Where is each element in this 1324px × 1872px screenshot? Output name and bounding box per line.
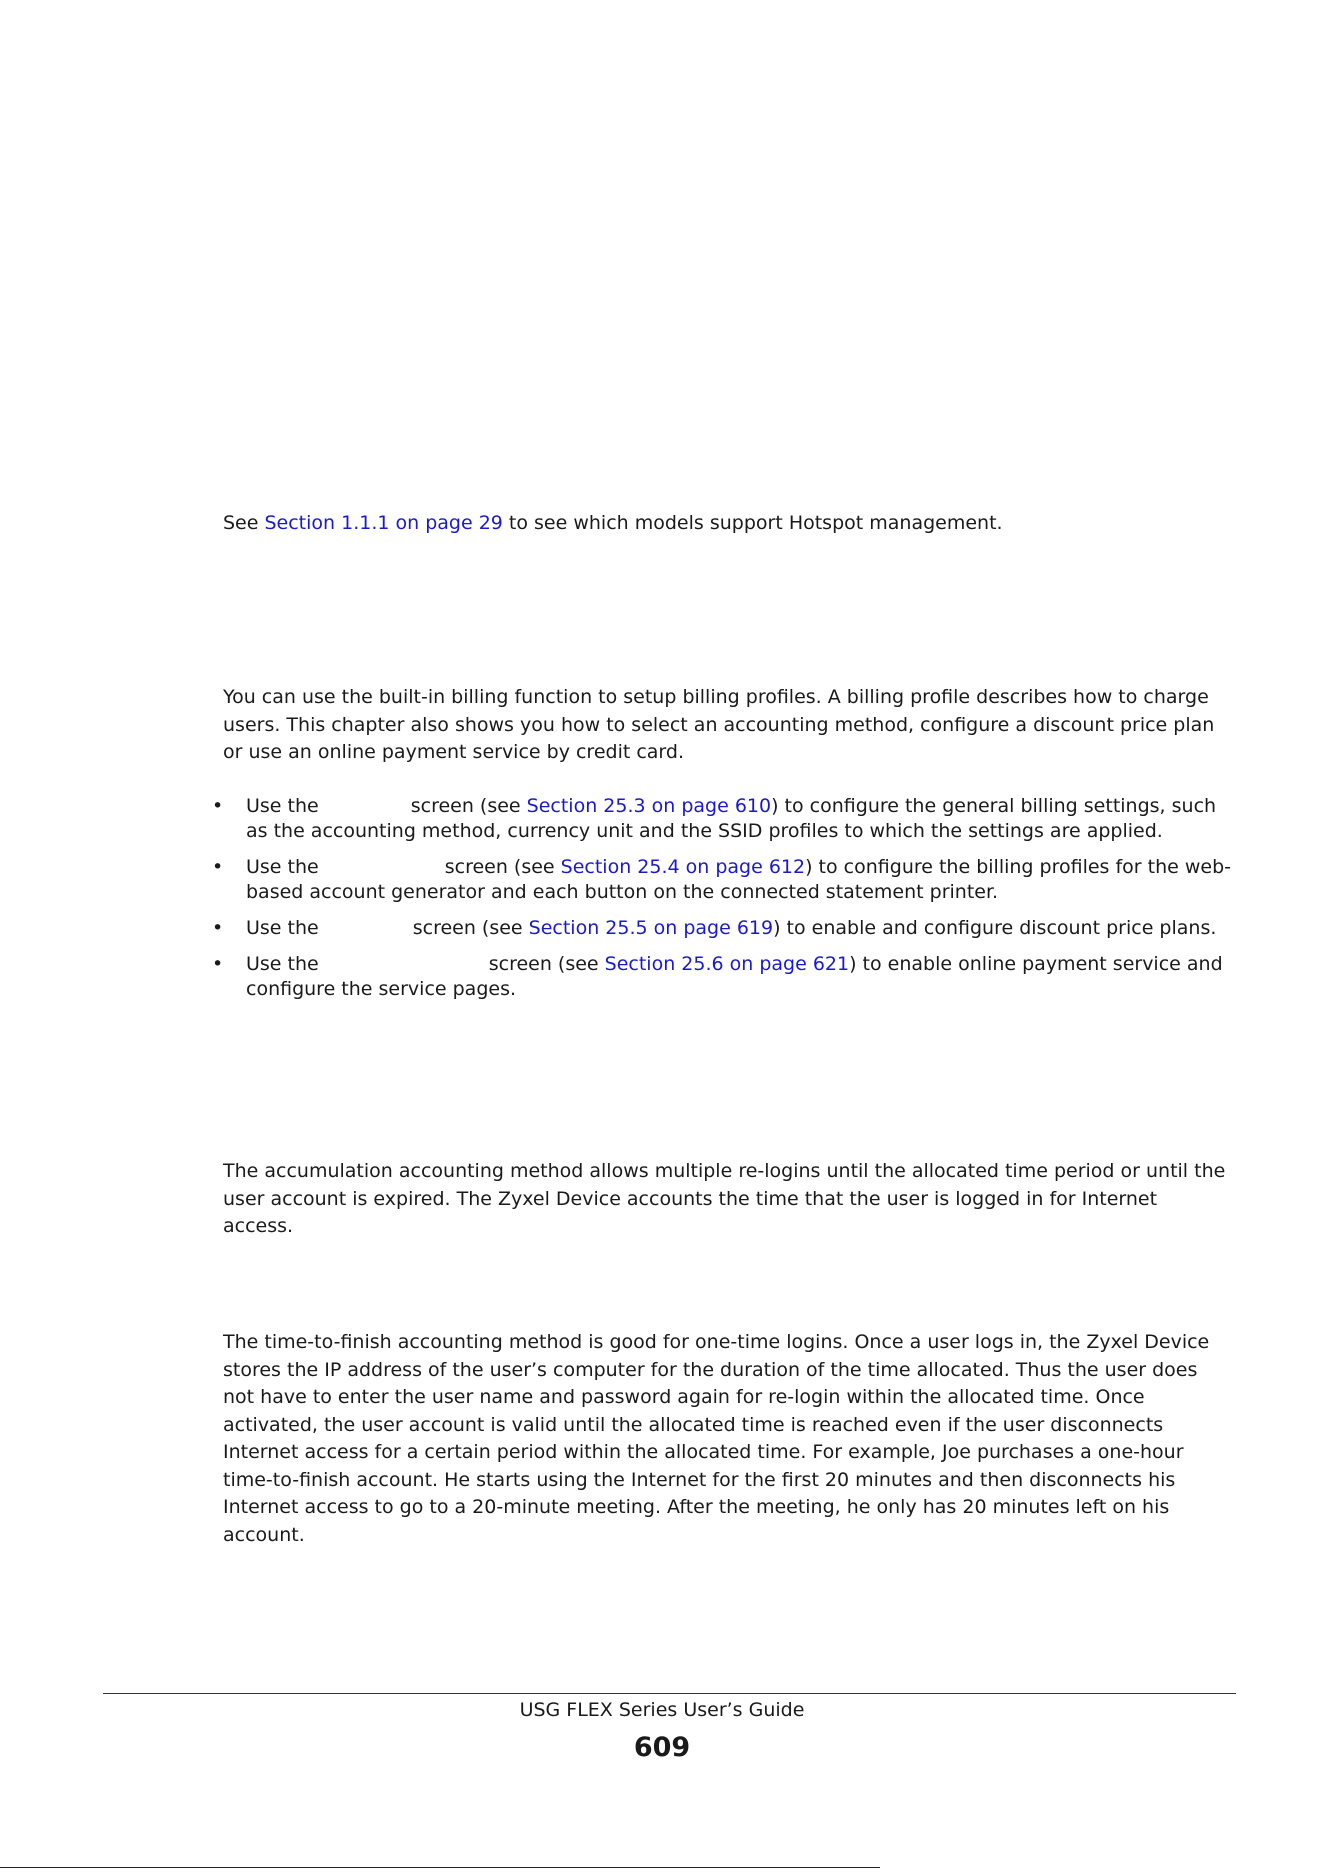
screen-list [210,794,1240,1013]
overview-paragraph: You can use the built-in billing function to setup billing profiles. A billing profile describes how to charge users. This chapter also shows you how to select an accounting method, configure a discount price plan or use an online payment service by credit card. [223,686,1215,763]
bullet-marker: • [212,856,224,878]
list-item [210,794,1240,844]
list-item-prefix: Use the [246,795,319,817]
list-item [210,952,1240,1002]
list-item-prefix: Use the [246,917,319,939]
list-item-section-link[interactable]: Section 25.5 on page 619 [528,917,774,939]
intro-section-link[interactable]: Section 1.1.1 on page 29 [264,512,503,534]
bottom-divider [0,1867,880,1868]
list-item-section-link[interactable]: Section 25.3 on page 610 [526,795,772,817]
accumulation-paragraph: The accumulation accounting method allows multiple re-logins until the allocated time period or until the user account is expired. The Zyxel Device accounts the time that the user is logged in for Internet access. [223,1160,1226,1237]
list-item-screen: screen (see [488,953,605,975]
list-item-suffix: ) to configure the billing profiles for the web-based account generator and each button on the connected statement printer. [246,856,1232,903]
footer-divider [103,1693,1236,1694]
time-to-finish-paragraph: The time-to-finish accounting method is good for one-time logins. Once a user logs in, the Zyxel Device stores the IP address of the user’s computer for the duration of the time allocated. Thus the user does not have to enter the user name and password again for re-login within the allocated time. Once activated, the user account is valid until the allocated time is reached even if the user disconnects Internet access for a certain period within the allocated time. For example, Joe purchases a one-hour time-to-finish account. He starts using the Internet for the first 20 minutes and then disconnects his Internet access to go to a 20-minute meeting. After the meeting, he only has 20 minutes left on his account. [223,1331,1210,1546]
list-item-suffix: ) to enable and configure discount price plans. [773,917,1217,939]
list-item-screen: screen (see [444,856,561,878]
list-item-section-link[interactable]: Section 25.4 on page 612 [560,856,806,878]
footer-title: USG FLEX Series User’s Guide [519,1699,805,1721]
bullet-marker: • [212,953,224,975]
bullet-marker: • [212,917,224,939]
list-item-suffix: ) to enable online payment service and configure the service pages. [246,953,1223,1000]
list-item-prefix: Use the [246,856,319,878]
intro-prefix: See [223,512,265,534]
page-number: 609 [633,1732,691,1763]
list-item-screen: screen (see [412,917,529,939]
list-item [210,916,1240,941]
list-item-suffix: ) to configure the general billing settings, such as the accounting method, currency unit and the SSID profiles to which the settings are applied. [246,795,1217,842]
list-item-prefix: Use the [246,953,319,975]
bullet-marker: • [212,795,224,817]
intro-paragraph [223,510,1233,538]
list-item-screen: screen (see [410,795,527,817]
intro-suffix: to see which models support Hotspot management. [502,512,1003,534]
list-item [210,855,1240,905]
list-item-section-link[interactable]: Section 25.6 on page 621 [604,953,850,975]
